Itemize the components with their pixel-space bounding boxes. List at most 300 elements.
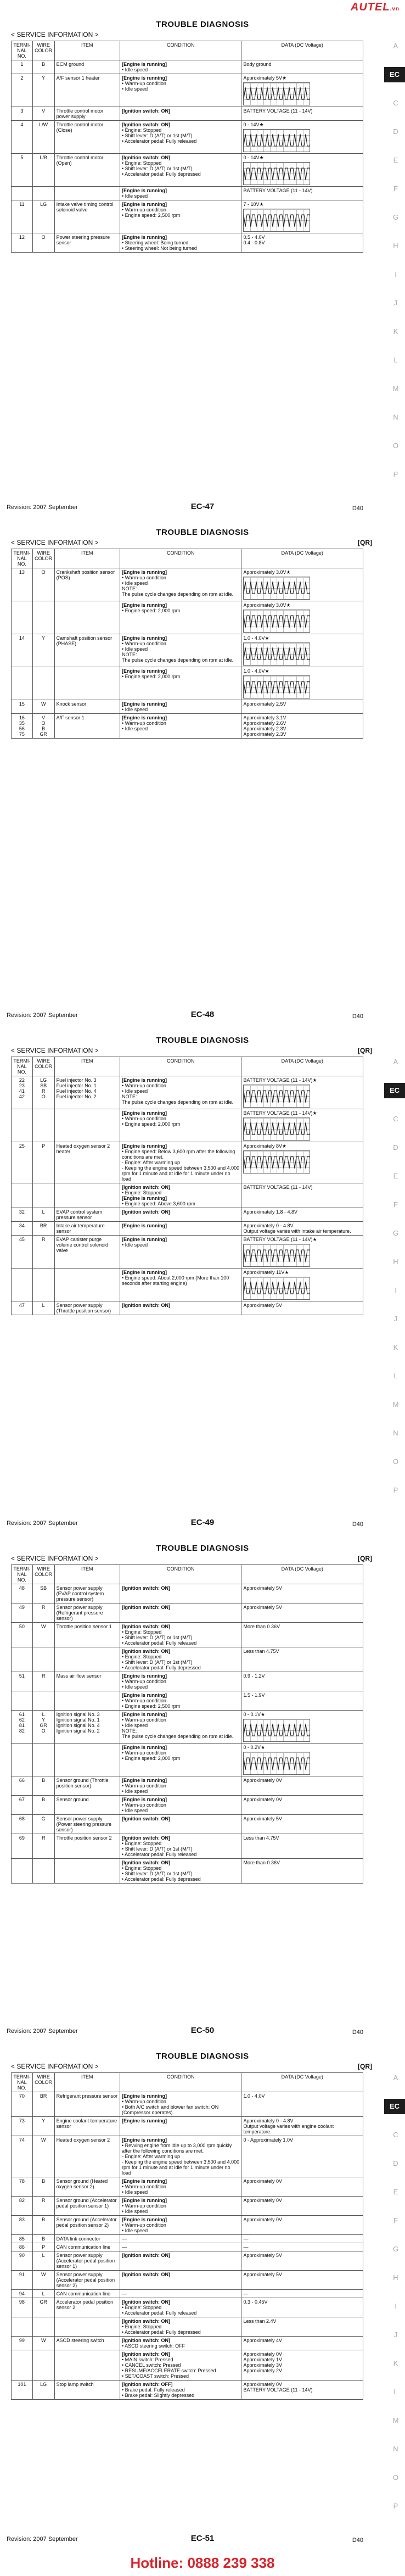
wire-color: Y [32,634,54,667]
condition-text: [Engine is running] • Engine speed: 2,000 rpm [120,667,241,700]
page-number: EC-49 [190,1518,215,1527]
side-tab[interactable]: H [393,242,398,250]
wire-color [32,187,54,200]
data-voltage: Less than 4.75V [241,1647,363,1672]
table-header-row [12,2073,363,2092]
condition-text: [Engine is running] • Idle speed [120,1236,241,1269]
manual-page [0,1032,405,1543]
side-tab[interactable]: F [393,185,398,193]
condition-text: [Engine is running] • Warm-up condition • Idle speed [120,1776,241,1796]
condition-text: [Engine is running] • Warm-up condition • Idle speed NOTE: The pulse cycle changes depending on rpm at idle. [120,634,241,667]
table-row [12,1691,363,1711]
header-wire: WIRE COLOR [32,1057,54,1076]
item-name: Throttle control motor power supply [54,107,120,121]
side-tab[interactable]: I [395,1286,397,1294]
condition-text: [Engine is running] • Warm-up condition • Idle speed [120,1796,241,1815]
wire-color: L [32,1301,54,1315]
item-name [54,667,120,700]
terminal-number [12,187,33,200]
manual-page [0,524,405,1035]
table-row [12,2216,363,2235]
side-tab[interactable]: N [393,413,398,421]
side-tab[interactable]: M [392,2416,399,2424]
header-item: ITEM [54,41,120,60]
page-title: TROUBLE DIAGNOSIS [156,1544,249,1553]
wire-color: LG [32,200,54,233]
table-row [12,187,363,200]
service-info-label: < SERVICE INFORMATION > [11,539,99,546]
table-row [12,1208,363,1222]
table-header-row [12,1565,363,1584]
condition-text: — [120,2243,241,2251]
terminal-number: 101 [12,2381,33,2400]
oscilloscope-waveform [243,1085,310,1108]
table-row [12,74,363,107]
oscilloscope-waveform [243,642,310,666]
item-name: Crankshaft position sensor (POS) [54,568,120,601]
data-voltage: BATTERY VOLTAGE (11 - 14V) [241,1183,363,1208]
item-name: Ignition signal No. 3 Ignition signal No. 1 Ignition signal No. 4 Ignition signal No. 2 [54,1711,120,1744]
table-row [12,2298,363,2317]
item-name: Engine coolant temperature sensor [54,2117,120,2136]
data-voltage: Approximately 5V [241,1584,363,1603]
terminal-number: 3 [12,107,33,121]
terminal-table [11,549,363,739]
terminal-number: 14 [12,634,33,667]
data-voltage: Approximately 3.1V Approximately 2.6V Approximately 2.3V Approximately 2.3V [241,714,363,739]
header-condition: CONDITION [120,2073,241,2092]
condition-text: [Engine is running] • Steering wheel: Being turned • Steering wheel: Not being turned [120,233,241,253]
table-header-row [12,1057,363,1076]
data-voltage: 7 - 10V★ [241,200,363,233]
side-tab[interactable]: K [393,1343,398,1351]
condition-text: [Ignition switch: ON] • Engine: Stopped • Shift lever: D (A/T) or 1st (M/T) • Accelerator pedal: Fully released [120,1834,241,1859]
oscilloscope-waveform [243,1150,310,1174]
data-voltage: Approximately 11V★ [241,1269,363,1301]
terminal-number: 5 [12,154,33,187]
data-voltage: Approximately 0 - 4.8V Output voltage varies with intake air temperature. [241,1222,363,1236]
side-tab[interactable]: J [393,1315,398,1323]
table-row [12,2350,363,2381]
header-data: DATA (DC Voltage) [241,1565,363,1584]
service-info-label: < SERVICE INFORMATION > [11,31,99,38]
table-row [12,1269,363,1301]
wire-color: L [32,1208,54,1222]
item-name: Sensor ground [54,1796,120,1815]
terminal-table [11,2072,363,2400]
wire-color: LG SB R O [32,1076,54,1109]
terminal-number [12,667,33,700]
terminal-number: 22 23 41 42 [12,1076,33,1109]
terminal-number: 51 [12,1672,33,1691]
item-name [54,1691,120,1711]
side-tab[interactable]: D [393,2159,398,2167]
oscilloscope-waveform [243,577,310,600]
wire-color: R [32,1834,54,1859]
header-terminal: TERMI-NAL NO. [12,1057,33,1076]
condition-text: [Ignition switch: ON] [120,1301,241,1315]
data-voltage: 0.3 - 0.45V [241,2298,363,2317]
wire-color: W [32,1623,54,1647]
qr-code-label: [QR] [358,1047,372,1054]
manual-page [0,16,405,527]
condition-text: [Engine is running] • Engine speed: 2,000 rpm [120,601,241,634]
item-name: Sensor ground (Heated oxygen sensor 2) [54,2177,120,2197]
terminal-number: 68 [12,1815,33,1834]
side-tab[interactable]: H [393,1258,398,1266]
side-tab[interactable]: E [393,156,398,164]
condition-text: [Ignition switch: ON] • Engine: Stopped [Engine is running] • Engine speed: Above 3,600 rpm [120,1183,241,1208]
item-name: Heated oxygen sensor 2 [54,2136,120,2177]
header-terminal: TERMI-NAL NO. [12,549,33,568]
table-row [12,2136,363,2177]
side-tab[interactable]: L [393,1372,398,1380]
terminal-table [11,1057,363,1315]
side-tab[interactable]: G [392,213,399,221]
table-row [12,2235,363,2243]
item-name: Stop lamp switch [54,2381,120,2400]
side-tab[interactable]: A [393,42,398,50]
terminal-number: 67 [12,1796,33,1815]
wire-color: R [32,2197,54,2216]
side-tab-ec[interactable]: EC [384,1083,405,1098]
side-tab[interactable]: K [393,327,398,336]
terminal-number: 66 [12,1776,33,1796]
data-voltage: Approximately 1.8 - 4.8V [241,1208,363,1222]
side-tab-ec[interactable]: EC [384,67,405,82]
terminal-number: 69 [12,1834,33,1859]
header-data: DATA (DC Voltage) [241,1057,363,1076]
terminal-number: 16 35 56 75 [12,714,33,739]
wire-color [32,1269,54,1301]
item-name: Fuel injector No. 3 Fuel injector No. 1 Fuel injector No. 4 Fuel injector No. 2 [54,1076,120,1109]
wire-color [32,601,54,634]
side-tab[interactable]: P [393,2502,398,2510]
side-tab[interactable]: L [393,2388,398,2396]
wire-color [32,1109,54,1142]
page-number: EC-47 [190,502,215,511]
wire-color: LG [32,2381,54,2400]
side-tab[interactable]: C [393,1115,398,1123]
condition-text: [Engine is running] • Warm-up condition • Idle speed [120,2216,241,2235]
condition-text: [Engine is running] • Revving engine from idle up to 3,000 rpm quickly after the following conditions are met. - Engine: After warming up - Keeping the engine speed between 3,500 and 4,000 rpm for 1 minute and at idle for 1 minute under no load [120,2136,241,2177]
side-tab[interactable]: E [393,2188,398,2196]
header-data: DATA (DC Voltage) [241,549,363,568]
data-voltage: Approximately 2.5V [241,700,363,714]
table-row [12,2117,363,2136]
wire-color: Y [32,74,54,107]
table-row [12,1744,363,1776]
terminal-number: 86 [12,2243,33,2251]
item-name: Heated oxygen sensor 2 heater [54,1142,120,1183]
item-name: Throttle control motor (Open) [54,154,120,187]
header-condition: CONDITION [120,41,241,60]
terminal-number [12,1859,33,1884]
item-name: Intake valve timing control solenoid valve [54,200,120,233]
data-voltage: 1.0 - 4.0V★ [241,667,363,700]
page-number: EC-50 [190,2026,215,2035]
side-tab[interactable]: P [393,470,398,478]
data-voltage: 0 - 0.2V★ [241,1744,363,1776]
item-name [54,187,120,200]
data-voltage: Approximately 3.0V★ [241,601,363,634]
header-wire: WIRE COLOR [32,2073,54,2092]
side-tab[interactable]: C [393,99,398,107]
terminal-number: 25 [12,1142,33,1183]
wire-color: BR [32,1222,54,1236]
table-row [12,2290,363,2298]
table-row [12,200,363,233]
table-row [12,1672,363,1691]
revision-label: Revision: 2007 September [7,2536,78,2543]
condition-text: [Engine is running] • Warm-up condition • Idle speed [120,714,241,739]
condition-text: [Engine is running] • Warm-up condition • Both A/C switch and blower fan switch: ON (Compressor operates) [120,2092,241,2117]
condition-text: [Engine is running] • Warm-up condition • Idle speed [120,2177,241,2197]
wire-color: B [32,2216,54,2235]
side-tab[interactable]: I [395,270,397,278]
terminal-number: 70 [12,2092,33,2117]
data-voltage: 0 - 0.1V★ [241,1711,363,1744]
side-tab[interactable]: D [393,127,398,136]
model-code: D40 [352,505,363,512]
data-voltage: 0 - 14V★ [241,154,363,187]
side-tab[interactable]: O [392,442,399,450]
table-row [12,568,363,601]
data-voltage: Approximately 0V [241,1796,363,1815]
side-tab[interactable]: O [392,2473,399,2482]
terminal-number: 49 [12,1603,33,1623]
side-tab[interactable]: D [393,1143,398,1152]
terminal-number [12,2317,33,2337]
wire-color: O [32,568,54,601]
side-tab[interactable]: E [393,1172,398,1180]
terminal-number: 15 [12,700,33,714]
item-name: Sensor power supply (Accelerator pedal position sensor 2) [54,2271,120,2290]
wire-color: V O B GR [32,714,54,739]
side-tab[interactable]: K [393,2359,398,2367]
data-voltage: BATTERY VOLTAGE (11 - 14V)★ [241,1236,363,1269]
terminal-table [11,41,363,253]
condition-text: [Ignition switch: OFF] • Brake pedal: Fully released • Brake pedal: Slightly depressed [120,2381,241,2400]
item-name [54,1269,120,1301]
wire-color [32,1183,54,1208]
side-tab[interactable]: I [395,2302,397,2310]
side-tab[interactable]: A [393,2074,398,2082]
terminal-number: 13 [12,568,33,601]
terminal-number: 32 [12,1208,33,1222]
table-row [12,1603,363,1623]
page-title: TROUBLE DIAGNOSIS [156,20,249,29]
header-item: ITEM [54,1565,120,1584]
side-tab[interactable]: N [393,2445,398,2453]
item-name: Knock sensor [54,700,120,714]
condition-text: [Ignition switch: ON] [120,1208,241,1222]
item-name: Sensor power supply (Refrigerant pressure sensor) [54,1603,120,1623]
item-name: Power steering pressure sensor [54,233,120,253]
condition-text: [Ignition switch: ON] • Engine: Stopped • Shift lever: D (A/T) or 1st (M/T) • Accelerator pedal: Fully depressed [120,1859,241,1884]
item-name: A/F sensor 1 heater [54,74,120,107]
terminal-number [12,1691,33,1711]
side-tab[interactable]: O [392,1457,399,1466]
item-name: Accelerator pedal position sensor 2 [54,2298,120,2317]
header-wire: WIRE COLOR [32,41,54,60]
condition-text: [Engine is running] • Warm-up condition • Engine speed: 2,000 rpm [120,1109,241,1142]
condition-text: [Engine is running] • Warm-up condition • Idle speed NOTE: The pulse cycle changes depending on rpm at idle. [120,1711,241,1744]
side-tab[interactable]: J [393,299,398,307]
wire-color: SB [32,1584,54,1603]
wire-color: R [32,1236,54,1269]
side-tab[interactable]: N [393,1429,398,1437]
item-name: Throttle position sensor 2 [54,1834,120,1859]
model-code: D40 [352,1521,363,1528]
model-code: D40 [352,2537,363,2544]
terminal-table [11,1564,363,1884]
wire-color: P [32,1142,54,1183]
wire-color: W [32,2271,54,2290]
revision-label: Revision: 2007 September [7,2028,78,2035]
condition-text: [Engine is running] • Warm-up condition • Idle speed NOTE: The pulse cycle changes depending on rpm at idle. [120,1076,241,1109]
table-row [12,1776,363,1796]
condition-text: [Ignition switch: ON] [120,2271,241,2290]
data-voltage: Approximately 5V [241,2271,363,2290]
page-title: TROUBLE DIAGNOSIS [156,528,249,537]
condition-text: [Engine is running] • Warm-up condition • Engine speed: 2,500 rpm [120,1691,241,1711]
terminal-number: 82 [12,2197,33,2216]
condition-text: [Ignition switch: ON] [120,2251,241,2271]
item-name: Mass air flow sensor [54,1672,120,1691]
side-tab[interactable]: H [393,2273,398,2282]
wire-color: Y [32,2117,54,2136]
item-name: Sensor ground (Throttle position sensor) [54,1776,120,1796]
item-name [54,601,120,634]
table-row [12,60,363,74]
data-voltage: Approximately 5V [241,1301,363,1315]
table-row [12,700,363,714]
data-voltage: — [241,2290,363,2298]
side-tab-ec[interactable]: EC [384,2099,405,2114]
side-tab[interactable]: M [392,1400,399,1409]
wire-color [32,2317,54,2337]
side-tab[interactable]: A [393,1058,398,1066]
condition-text: [Engine is running] [120,1222,241,1236]
table-row [12,2337,363,2350]
wire-color [32,1647,54,1672]
side-tab[interactable]: P [393,1486,398,1494]
oscilloscope-waveform [243,162,310,185]
data-voltage: 0 - 14V★ [241,121,363,154]
table-row [12,2243,363,2251]
data-voltage: 1.0 - 4.0V★ [241,634,363,667]
condition-text: — [120,2290,241,2298]
item-name: Sensor power supply (Power steering pressure sensor) [54,1815,120,1834]
terminal-number: 48 [12,1584,33,1603]
data-voltage: Approximately 5V [241,1603,363,1623]
wire-color: L Y GR O [32,1711,54,1744]
oscilloscope-waveform [243,209,310,232]
wire-color: W [32,2337,54,2350]
item-name: EVAP control system pressure sensor [54,1208,120,1222]
table-row [12,107,363,121]
condition-text: [Engine is running] • Engine speed: About 2,000 rpm (More than 100 seconds after starting engine) [120,1269,241,1301]
side-tab[interactable]: J [393,2331,398,2339]
terminal-number: 47 [12,1301,33,1315]
terminal-number: 34 [12,1222,33,1236]
item-name: Sensor power supply (Accelerator pedal position sensor 1) [54,2251,120,2271]
table-header-row [12,549,363,568]
side-tab[interactable]: F [393,1200,398,1209]
data-voltage: Approximately 0V [241,2197,363,2216]
table-row [12,2271,363,2290]
item-name: ECM ground [54,60,120,74]
terminal-number: 45 [12,1236,33,1269]
side-tab[interactable]: C [393,2131,398,2139]
side-tab[interactable]: F [393,2216,398,2225]
wire-color: B [32,1776,54,1796]
item-name: Sensor ground (Accelerator pedal position sensor 1) [54,2197,120,2216]
wire-color: W [32,700,54,714]
header-wire: WIRE COLOR [32,549,54,568]
terminal-number: 2 [12,74,33,107]
condition-text: [Ignition switch: ON] • Engine: Stopped • Shift lever: D (A/T) or 1st (M/T) • Accelerator pedal: Fully depressed [120,154,241,187]
item-name [54,1109,120,1142]
table-row [12,601,363,634]
table-row [12,1183,363,1208]
table-row [12,1623,363,1647]
data-voltage: Approximately 8V★ [241,1142,363,1183]
data-voltage: Approximately 5V [241,1815,363,1834]
side-tab[interactable]: L [393,356,398,364]
condition-text: [Ignition switch: ON] • Engine: Stopped • Shift lever: D (A/T) or 1st (M/T) • Accelerator pedal: Fully depressed [120,1647,241,1672]
data-voltage: 0.9 - 1.2V [241,1672,363,1691]
side-tab[interactable]: M [392,384,399,393]
table-row [12,1815,363,1834]
table-row [12,1647,363,1672]
data-voltage: BATTERY VOLTAGE (11 - 14V)★ [241,1109,363,1142]
terminal-number: 50 [12,1623,33,1647]
table-row [12,2092,363,2117]
item-name: EVAP canister purge volume control solenoid valve [54,1236,120,1269]
terminal-number: 94 [12,2290,33,2298]
page-number: EC-51 [190,2534,215,2543]
wire-color [32,1859,54,1884]
terminal-number: 4 [12,121,33,154]
wire-color: O [32,233,54,253]
table-row [12,1711,363,1744]
service-info-label: < SERVICE INFORMATION > [11,1555,99,1562]
manual-page [0,1540,405,2051]
side-tab[interactable]: G [392,1229,399,1237]
header-terminal: TERMI-NAL NO. [12,1565,33,1584]
data-voltage: BATTERY VOLTAGE (11 - 14V)★ [241,1076,363,1109]
terminal-number: 83 [12,2216,33,2235]
table-header-row [12,41,363,60]
manual-page [0,2048,405,2559]
oscilloscope-waveform [243,82,310,105]
terminal-number: 78 [12,2177,33,2197]
table-row [12,1301,363,1315]
data-voltage: — [241,2235,363,2243]
table-row [12,121,363,154]
terminal-number [12,1744,33,1776]
condition-text: [Ignition switch: ON] • Engine: Stopped • Accelerator pedal: Fully depressed [120,2317,241,2337]
header-condition: CONDITION [120,549,241,568]
side-tab[interactable]: G [392,2245,399,2253]
condition-text: [Engine is running] • Warm-up condition • Engine speed: 2,500 rpm [120,200,241,233]
terminal-number [12,2350,33,2381]
qr-code-label: [QR] [358,539,372,546]
revision-label: Revision: 2007 September [7,1520,78,1527]
data-voltage: Approximately 0V [241,2216,363,2235]
